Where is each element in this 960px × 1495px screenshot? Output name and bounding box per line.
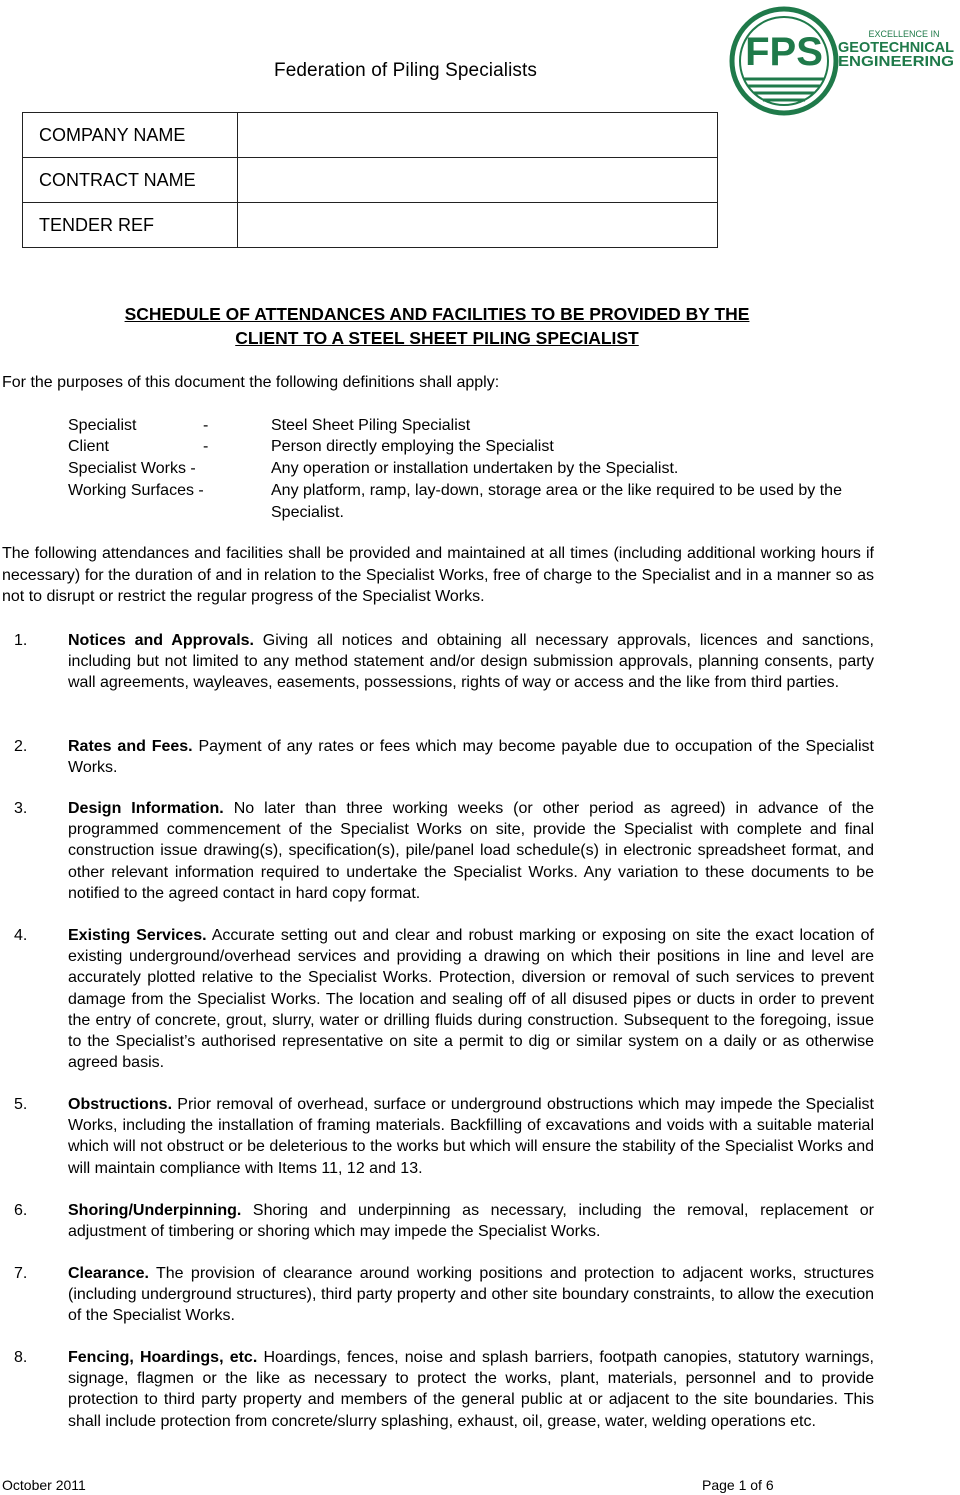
item-number: 6.: [14, 1202, 28, 1219]
table-row: [23, 203, 718, 248]
footer-date: October 2011: [2, 1477, 86, 1493]
table-row: [23, 113, 718, 158]
definition-term: Working Surfaces -: [68, 482, 204, 499]
definition-dash: -: [203, 417, 209, 434]
definition-dash: -: [203, 438, 209, 455]
contract-name-label: CONTRACT NAME: [23, 158, 238, 203]
item-title: Notices and Approvals.: [68, 632, 254, 649]
tender-ref-label: TENDER REF: [23, 203, 238, 248]
item-title: Clearance.: [68, 1265, 149, 1282]
definition-term: Client: [68, 438, 109, 455]
intro-text: For the purposes of this document the following definitions shall apply:: [2, 374, 500, 391]
logo-tagline-small: EXCELLENCE IN: [868, 29, 940, 39]
company-name-label: COMPANY NAME: [23, 113, 238, 158]
item-title: Existing Services.: [68, 927, 207, 944]
definition-term: Specialist Works -: [68, 460, 196, 477]
item-title: Shoring/Underpinning.: [68, 1202, 242, 1219]
item-number: 4.: [14, 927, 28, 944]
federation-title: Federation of Piling Specialists: [274, 60, 538, 81]
item-number: 7.: [14, 1265, 28, 1282]
item-title: Obstructions.: [68, 1096, 173, 1113]
item-number: 5.: [14, 1096, 28, 1113]
item-text: Payment of any rates or fees which may become payable due to occupation of the Specialist Works.: [68, 738, 874, 777]
item-text: Accurate setting out and clear and robust marking or exposing on site the exact location of existing underground/overhead services and providing a drawing on which their positions in line and level are accurately plotted relative to the Specialist Works. Protection, diversion or removal of such services to prevent damage from the Specialist Works. The location and sealing off of all disused pipes or ducts in order to prevent the entry of concrete, grout, slurry, water or drilling fluids during construction. Subsequent to the foregoing, issue to the Specialist’s authorised representative on site a permit to dig or similar system on a daily or as otherwise agreed basis.: [68, 927, 874, 1072]
definition-row: [0, 458, 960, 480]
preamble-text: The following attendances and facilities shall be provided and maintained at all times (including additional working hours if necessary) for the duration of and in relation to the Specialist Works, free of charge to the Specialist and in a manner so as not to disrupt or restrict the regular progress of the Specialist Works.: [2, 545, 874, 605]
item-text: Giving all notices and obtaining all necessary approvals, licences and sanctions, including but not limited to any method statement and/or design submission approvals, planning consents, party wall agreements, wayleaves, easements, possessions, rights of way or access and the like from third parties.: [68, 632, 874, 692]
fps-logo: [722, 5, 960, 119]
item-title: Fencing, Hoardings, etc.: [68, 1349, 258, 1366]
document-title-line2: CLIENT TO A STEEL SHEET PILING SPECIALIST: [235, 328, 639, 348]
item-text: Shoring and underpinning as necessary, including the removal, replacement or adjustment of timbering or shoring which may impede the Specialist Works.: [68, 1202, 874, 1241]
logo-tagline-line1: GEOTECHNICAL: [838, 39, 954, 56]
item-number: 3.: [14, 800, 28, 817]
definition-desc: Person directly employing the Specialist: [271, 438, 554, 455]
item-title: Rates and Fees.: [68, 738, 193, 755]
definition-desc: Steel Sheet Piling Specialist: [271, 417, 471, 434]
item-number: 1.: [14, 632, 28, 649]
item-text: Prior removal of overhead, surface or underground obstructions which may impede the Specialist Works, including the installation of framing materials. Backfilling of excavations and voids with a suitable material which will not obstruct or be deleterious to the works but which will ensure the stability of the Specialist Works and will maintain compliance with Items 11, 12 and 13.: [68, 1096, 874, 1177]
item-text: No later than three working weeks (or other period as agreed) in advance of the programmed commencement of the Specialist Works on site, provide the Specialist with complete and final construction issue drawing(s), specification(s), pile/panel load schedule(s) in electronic spreadsheet format, and other relevant information required to undertake the Specialist Works. Any variation to these documents to be notified to the agreed contact in hard copy format.: [68, 800, 874, 902]
logo-tagline-line2: ENGINEERING: [838, 53, 954, 70]
footer-page-number: Page 1 of 6: [702, 1477, 774, 1493]
definition-row: [0, 480, 960, 524]
tender-ref-field[interactable]: [238, 203, 718, 248]
definition-term: Specialist: [68, 417, 137, 434]
definition-row: [0, 436, 960, 458]
definition-desc: Any operation or installation undertaken by the Specialist.: [271, 460, 679, 477]
logo-mark: FPS: [745, 30, 823, 74]
definition-row: [0, 415, 960, 437]
item-number: 2.: [14, 738, 28, 755]
contract-name-field[interactable]: [238, 158, 718, 203]
document-title-line1: SCHEDULE OF ATTENDANCES AND FACILITIES TO BE PROVIDED BY THE: [124, 304, 750, 324]
item-number: 8.: [14, 1349, 28, 1366]
definition-desc: Any platform, ramp, lay-down, storage area or the like required to be used by the Specialist.: [271, 482, 842, 521]
item-text: The provision of clearance around working positions and protection to adjacent works, structures (including underground structures), third party property and other site boundary constraints, to allow the execution of the Specialist Works.: [68, 1265, 874, 1325]
item-text: Hoardings, fences, noise and splash barriers, footpath canopies, statutory warnings, signage, flagmen or the like as necessary to protect the works, plant, materials, personnel and to provide protection to third party property and members of the general public at or adjacent to the site boundaries. This shall include protection from concrete/slurry splashing, exhaust, oil, grease, water, welding operations etc.: [68, 1349, 874, 1430]
company-name-field[interactable]: [238, 113, 718, 158]
item-title: Design Information.: [68, 800, 224, 817]
table-row: [23, 158, 718, 203]
company-details-table: [22, 112, 718, 248]
